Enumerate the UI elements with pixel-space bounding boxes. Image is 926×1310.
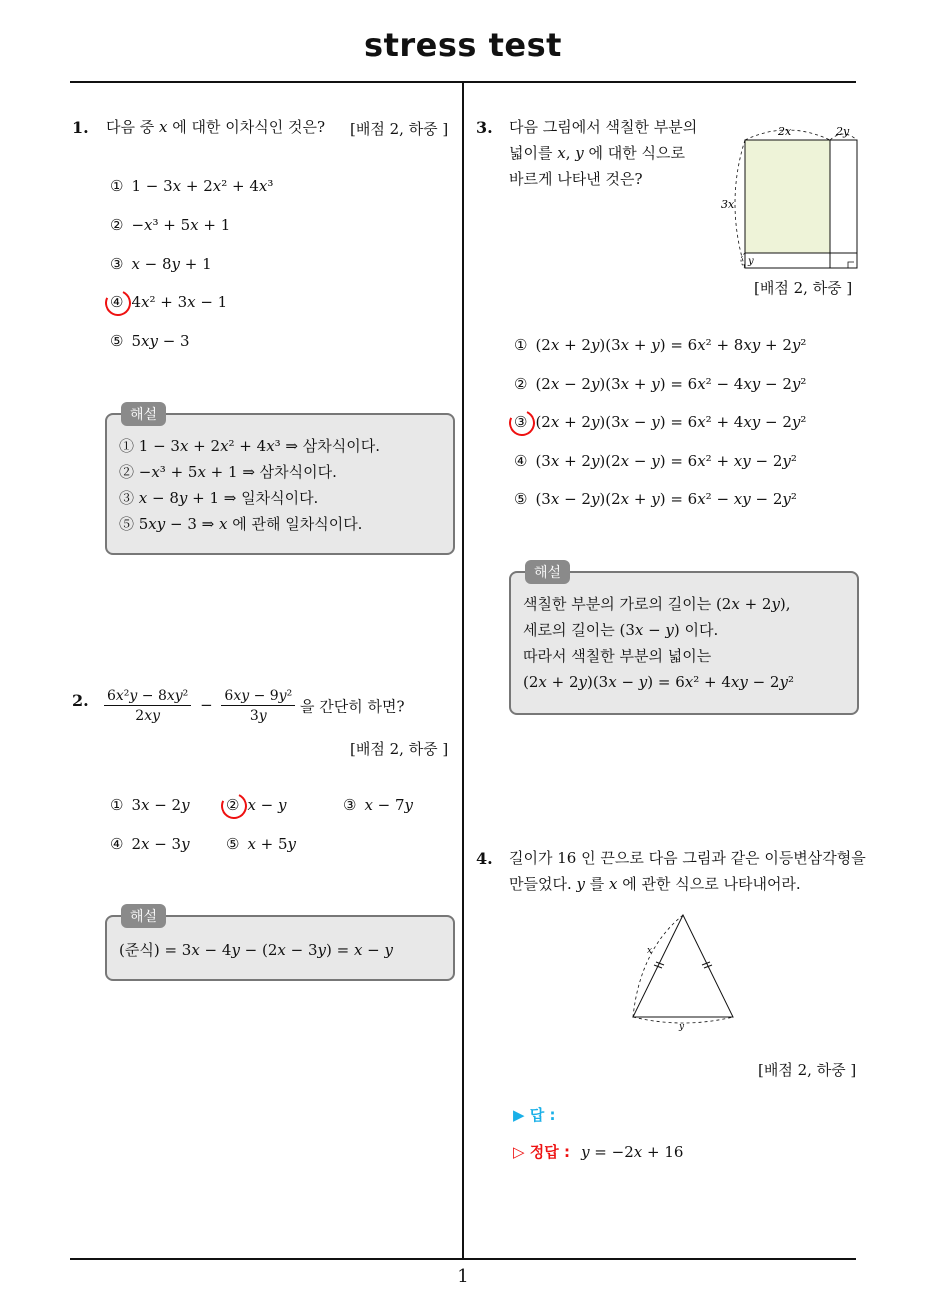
q3-number: 3. xyxy=(476,118,493,137)
choice-number: ② xyxy=(226,796,240,814)
q1-number: 1. xyxy=(72,118,89,137)
solution-line: 따라서 색칠한 부분의 넓이는 xyxy=(523,647,712,665)
choice-expr: (3𝑥 − 2𝑦)(2𝑥 + 𝑦) = 6𝑥² − 𝑥𝑦 − 2𝑦² xyxy=(535,490,797,508)
correct-value: 𝑦 = −2𝑥 + 16 xyxy=(581,1143,684,1161)
choice-expr: 4𝑥² + 3𝑥 − 1 xyxy=(131,293,228,311)
choice-number: ⑤ xyxy=(226,835,240,853)
q2-choice-1[interactable] xyxy=(110,796,190,814)
bottom-rule xyxy=(70,1258,856,1260)
label-y: 𝑦 xyxy=(679,1022,685,1032)
frac-numerator: 6𝑥²𝑦 − 8𝑥𝑦² xyxy=(104,688,191,706)
answer-mark-circle xyxy=(101,286,134,319)
q3-score: [배점 2, 하중 ] xyxy=(754,279,853,297)
q1-choice-5[interactable] xyxy=(110,332,190,350)
choice-number: ① xyxy=(110,177,124,195)
solution-line: ① 1 − 3𝑥 + 2𝑥² + 4𝑥³ ⇒ 삼차식이다. xyxy=(119,437,380,455)
solution-tag: 해설 xyxy=(121,904,166,928)
choice-expr: (3𝑥 + 2𝑦)(2𝑥 − 𝑦) = 6𝑥² + 𝑥𝑦 − 2𝑦² xyxy=(535,452,797,470)
q1-score: [배점 2, 하중 ] xyxy=(350,120,449,138)
column-divider xyxy=(462,83,464,1259)
q3-choice-3[interactable] xyxy=(514,413,806,431)
isosceles-triangle xyxy=(633,915,733,1017)
choice-number: ① xyxy=(110,796,124,814)
choice-number: ③ xyxy=(110,255,124,273)
q3-choice-4[interactable] xyxy=(514,452,797,470)
choice-expr: −𝑥³ + 5𝑥 + 1 xyxy=(131,216,231,234)
right-angle-mark xyxy=(848,262,854,268)
choice-expr: 𝑥 − 8𝑦 + 1 xyxy=(131,255,212,273)
frac-denominator: 3𝑦 xyxy=(249,708,267,724)
solution-line: 색칠한 부분의 가로의 길이는 (2𝑥 + 2𝑦), xyxy=(523,595,791,613)
choice-expr: (2𝑥 + 2𝑦)(3𝑥 + 𝑦) = 6𝑥² + 8𝑥𝑦 + 2𝑦² xyxy=(535,336,807,354)
q4-text xyxy=(509,845,866,897)
q4-text-line: 만들었다. 𝑦 를 𝑥 에 관한 식으로 나타내어라. xyxy=(509,875,801,893)
choice-number: ③ xyxy=(343,796,357,814)
q1-choice-2[interactable] xyxy=(110,216,230,234)
solution-line: ⑤ 5𝑥𝑦 − 3 ⇒ 𝑥 에 관해 일차식이다. xyxy=(119,515,363,533)
choice-expr: 5𝑥𝑦 − 3 xyxy=(131,332,190,350)
solution-line: ② −𝑥³ + 5𝑥 + 1 ⇒ 삼차식이다. xyxy=(119,463,337,481)
q2-choice-5[interactable] xyxy=(226,835,296,853)
answer-mark-circle xyxy=(217,789,250,822)
choice-number: ④ xyxy=(110,293,124,311)
q3-text-line: 다음 그림에서 색칠한 부분의 xyxy=(509,118,698,136)
q3-solution-box xyxy=(509,565,859,715)
solution-tag: 해설 xyxy=(121,402,166,426)
q2-choice-4[interactable] xyxy=(110,835,190,853)
q3-rectangle-figure xyxy=(715,118,865,274)
choice-expr: (2𝑥 − 2𝑦)(3𝑥 + 𝑦) = 6𝑥² − 4𝑥𝑦 − 2𝑦² xyxy=(535,375,807,393)
solution-line: ③ 𝑥 − 8𝑦 + 1 ⇒ 일차식이다. xyxy=(119,489,319,507)
q2-choice-3[interactable] xyxy=(343,796,413,814)
q2-text: 을 간단히 하면? xyxy=(299,697,405,716)
q4-text-line: 길이가 16 인 끈으로 다음 그림과 같은 이등변삼각형을 xyxy=(509,849,866,867)
label-y: 𝑦 xyxy=(748,256,754,267)
fraction-2 xyxy=(221,688,295,724)
solution-line: 세로의 길이는 (3𝑥 − 𝑦) 이다. xyxy=(523,621,719,639)
correct-answer xyxy=(513,1141,683,1162)
choice-number: ④ xyxy=(110,835,124,853)
label-2y: 2𝑦 xyxy=(836,125,850,138)
q2-number: 2. xyxy=(72,691,89,710)
label-3x: 3𝑥 xyxy=(721,198,735,211)
choice-expr: 𝑥 − 𝑦 xyxy=(247,796,287,814)
choice-expr: 2𝑥 − 3𝑦 xyxy=(131,835,190,853)
label-2x: 2𝑥 xyxy=(778,125,792,138)
q4-number: 4. xyxy=(476,849,493,868)
q3-choice-2[interactable] xyxy=(514,375,806,393)
q2-expression xyxy=(104,688,405,724)
choice-number: ⑤ xyxy=(514,490,528,508)
label-x: 𝑥 xyxy=(647,946,653,956)
correct-label: ▷ 정답 : xyxy=(513,1143,570,1161)
q2-solution-box xyxy=(105,909,455,981)
choice-number: ⑤ xyxy=(110,332,124,350)
q3-choice-1[interactable] xyxy=(514,336,806,354)
choice-expr: 3𝑥 − 2𝑦 xyxy=(131,796,190,814)
choice-number: ④ xyxy=(514,452,528,470)
q1-choice-1[interactable] xyxy=(110,177,273,195)
brace-3x xyxy=(735,140,745,268)
q1-text: 다음 중 𝑥 에 대한 이차식인 것은? xyxy=(106,118,325,136)
choice-number: ① xyxy=(514,336,528,354)
solution-tag: 해설 xyxy=(525,560,570,584)
page-number: 1 xyxy=(457,1266,469,1287)
q3-text xyxy=(509,114,697,192)
frac-numerator: 6𝑥𝑦 − 9𝑦² xyxy=(221,688,295,706)
choice-expr: 𝑥 − 7𝑦 xyxy=(364,796,414,814)
answer-label: ▶ 답 : xyxy=(513,1106,556,1124)
frac-denominator: 2𝑥𝑦 xyxy=(135,708,160,724)
answer-mark-circle xyxy=(505,406,538,439)
shaded-region xyxy=(745,140,830,253)
choice-number: ② xyxy=(110,216,124,234)
choice-number: ③ xyxy=(514,413,528,431)
q1-choice-3[interactable] xyxy=(110,255,212,273)
choice-expr: (2𝑥 + 2𝑦)(3𝑥 − 𝑦) = 6𝑥² + 4𝑥𝑦 − 2𝑦² xyxy=(535,413,807,431)
q2-score: [배점 2, 하중 ] xyxy=(350,740,449,758)
minus-sign: − xyxy=(200,696,213,714)
solution-line: (2𝑥 + 2𝑦)(3𝑥 − 𝑦) = 6𝑥² + 4𝑥𝑦 − 2𝑦² xyxy=(523,673,794,691)
solution-line: (준식) = 3𝑥 − 4𝑦 − (2𝑥 − 3𝑦) = 𝑥 − 𝑦 xyxy=(119,941,393,959)
choice-number: ② xyxy=(514,375,528,393)
q3-text-line: 넓이를 𝑥, 𝑦 에 대한 식으로 xyxy=(509,144,685,162)
q3-choice-5[interactable] xyxy=(514,490,797,508)
choice-expr: 𝑥 + 5𝑦 xyxy=(247,835,297,853)
q3-text-line: 바르게 나타낸 것은? xyxy=(509,170,643,188)
fraction-1 xyxy=(104,688,191,724)
q4-triangle-figure xyxy=(620,905,745,1035)
page-title: stress test xyxy=(364,26,562,64)
q4-score: [배점 2, 하중 ] xyxy=(758,1061,857,1079)
choice-expr: 1 − 3𝑥 + 2𝑥² + 4𝑥³ xyxy=(131,177,274,195)
q1-solution-box xyxy=(105,407,455,555)
